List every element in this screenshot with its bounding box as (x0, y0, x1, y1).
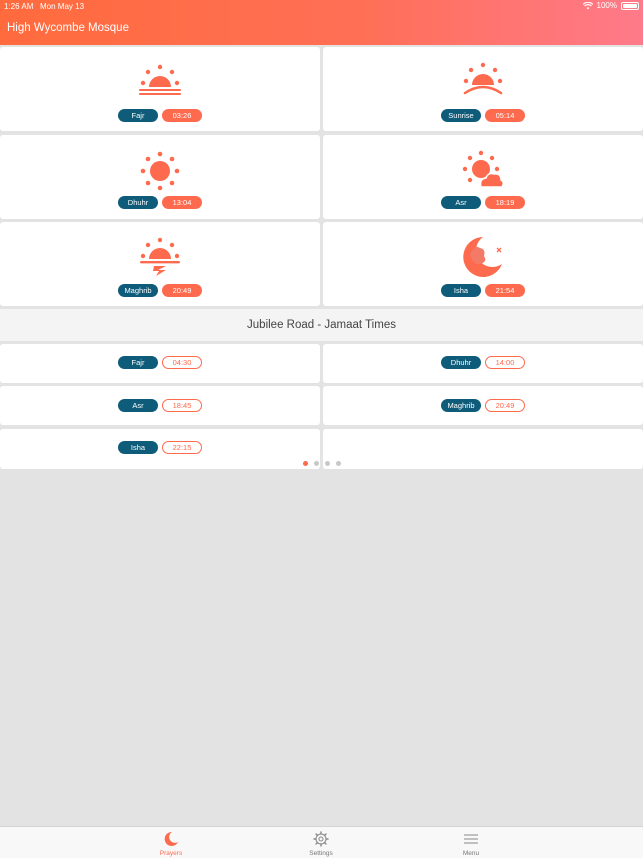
menu-icon (463, 831, 479, 847)
jamaat-time: 18:45 (162, 399, 202, 412)
jamaat-time: 22:15 (162, 441, 202, 454)
sun-icon (136, 147, 184, 191)
prayer-name: Asr (441, 196, 481, 209)
status-time: 1:26 AM (4, 2, 34, 11)
battery-icon (621, 2, 639, 10)
jamaat-pills (323, 356, 643, 369)
moon-star-icon (459, 234, 507, 278)
tab-label: Prayers (159, 850, 183, 857)
prayer-tile-maghrib[interactable] (0, 222, 320, 306)
prayer-name: Maghrib (118, 284, 158, 297)
prayer-time: 13:04 (162, 196, 202, 209)
jamaat-time: 04:30 (162, 356, 202, 369)
page-indicator[interactable] (0, 461, 643, 466)
prayer-time: 21:54 (485, 284, 525, 297)
status-bar (0, 0, 643, 14)
prayer-time: 20:49 (162, 284, 202, 297)
page-dot[interactable] (336, 461, 341, 466)
jamaat-name: Maghrib (441, 399, 481, 412)
prayer-pills (0, 109, 320, 122)
prayer-pills (0, 284, 320, 297)
battery-percent: 100% (596, 1, 617, 10)
prayer-pills (0, 196, 320, 209)
jamaat-pills (0, 356, 320, 369)
prayer-tile-isha[interactable] (323, 222, 643, 306)
jamaat-pills (0, 441, 320, 454)
jamaat-tile-asr[interactable] (0, 386, 320, 425)
prayer-pills (323, 196, 643, 209)
jamaat-name: Dhuhr (441, 356, 481, 369)
prayer-tile-sunrise[interactable] (323, 47, 643, 131)
prayer-tile-asr[interactable] (323, 135, 643, 219)
tab-prayers[interactable] (131, 831, 211, 857)
page-dot[interactable] (325, 461, 330, 466)
prayer-name: Sunrise (441, 109, 481, 122)
prayer-tile-fajr[interactable] (0, 47, 320, 131)
tab-label: Menu (462, 850, 480, 857)
prayer-time: 05:14 (485, 109, 525, 122)
jamaat-time: 14:00 (485, 356, 525, 369)
status-date: Mon May 13 (40, 2, 85, 11)
jamaat-time: 20:49 (485, 399, 525, 412)
prayer-pills (323, 109, 643, 122)
wifi-icon (583, 2, 593, 10)
prayer-pills (323, 284, 643, 297)
crescent-icon (163, 831, 179, 847)
jamaat-name: Fajr (118, 356, 158, 369)
tab-label: Settings (309, 850, 333, 857)
tab-bar (0, 826, 643, 858)
tab-settings[interactable] (281, 831, 361, 857)
jamaat-name: Isha (118, 441, 158, 454)
sunrise-horizon-icon (136, 59, 184, 103)
page-title: High Wycombe Mosque (7, 22, 129, 34)
prayer-time: 03:26 (162, 109, 202, 122)
app-header (0, 0, 643, 45)
jamaat-name: Asr (118, 399, 158, 412)
jamaat-section-title: Jubilee Road - Jamaat Times (0, 309, 643, 341)
jamaat-tile-maghrib[interactable] (323, 386, 643, 425)
page-dot[interactable] (303, 461, 308, 466)
sunset-icon (136, 234, 184, 278)
prayer-time: 18:19 (485, 196, 525, 209)
jamaat-tile-fajr[interactable] (0, 344, 320, 383)
jamaat-pills (0, 399, 320, 412)
jamaat-tile-dhuhr[interactable] (323, 344, 643, 383)
prayer-name: Isha (441, 284, 481, 297)
prayer-tile-dhuhr[interactable] (0, 135, 320, 219)
sun-cloud-icon (459, 147, 507, 191)
prayer-name: Fajr (118, 109, 158, 122)
status-indicators (583, 1, 639, 10)
tab-menu[interactable] (431, 831, 511, 857)
sunrise-icon (459, 59, 507, 103)
prayer-name: Dhuhr (118, 196, 158, 209)
gear-icon (313, 831, 329, 847)
jamaat-pills (323, 399, 643, 412)
page-dot[interactable] (314, 461, 319, 466)
